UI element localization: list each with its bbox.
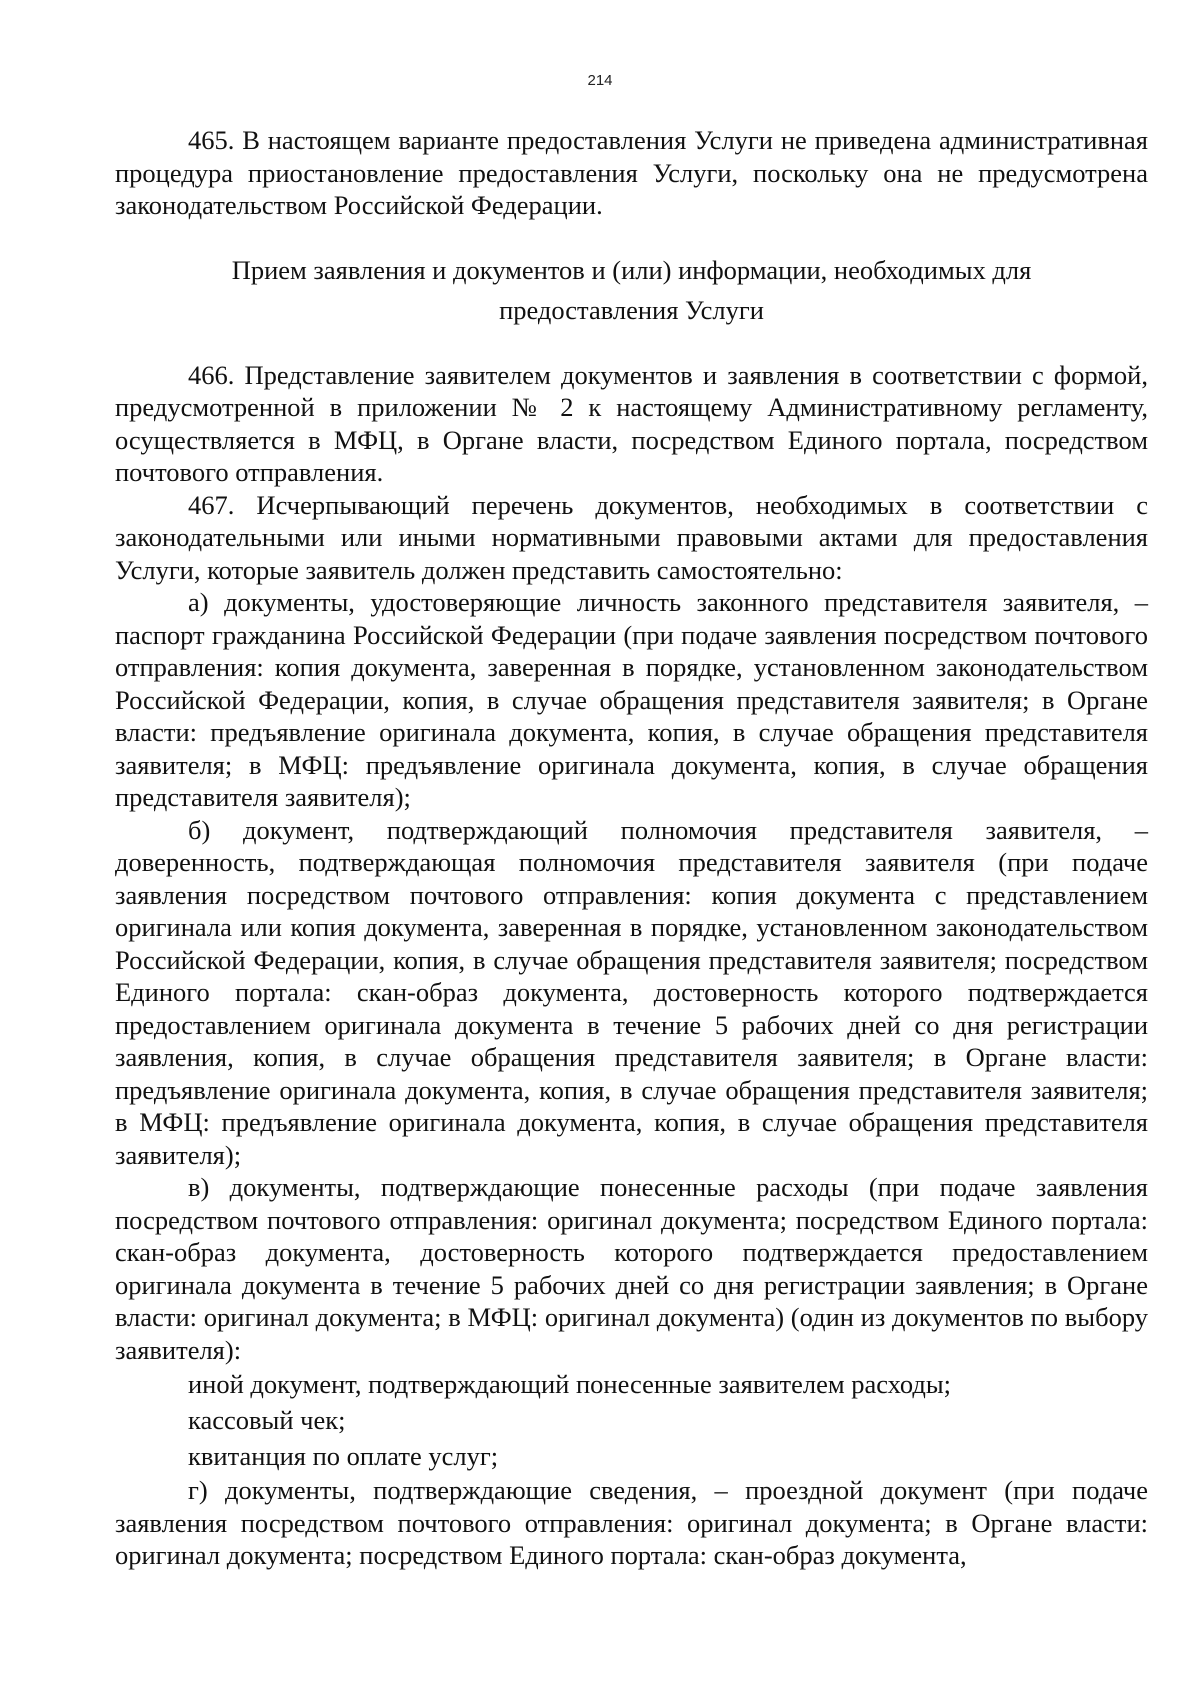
list-item-g: г) документы, подтверждающие сведения, – проездной документ (при подаче заявления посредством почтового отправления: оригинал документа; в Органе власти: оригинал документа; посредством Единого портала: скан-образ документа,	[115, 1475, 1148, 1570]
document-body	[115, 124, 1148, 1572]
sub-item-other-document: иной документ, подтверждающий понесенные заявителем расходы;	[188, 1369, 952, 1399]
sub-item-payment-receipt: квитанция по оплате услуг;	[188, 1441, 499, 1471]
page-number: 214	[587, 72, 613, 89]
paragraph-467: 467. Исчерпывающий перечень документов, необходимых в соответствии с законодательными или иными нормативными правовыми актами для предоставления Услуги, которые заявитель должен представить самостоятельно:	[115, 489, 1148, 585]
paragraph-465: 465. В настоящем варианте предоставления Услуги не приведена административная процедура приостановление предоставления Услуги, поскольку она не предусмотрена законодательством Российской Федерации.	[115, 125, 1148, 220]
list-item-b: б) документ, подтверждающий полномочия представителя заявителя, – доверенность, подтверждающая полномочия представителя заявителя (при подаче заявления посредством почтового отправления: копия документа с представлением оригинала или копия документа, заверенная в порядке, установленном законодательством Российской Федерации, копия, в случае обращения представителя заявителя; посредством Единого портала: скан-образ документа, достоверность которого подтверждается предоставлением оригинала документа в течение 5 рабочих дней со дня регистрации заявления, копия, в случае обращения представителя заявителя; в Органе власти: предъявление оригинала документа, копия, в случае обращения представителя заявителя; в МФЦ: предъявление оригинала документа, копия, в случае обращения представителя заявителя);	[115, 814, 1148, 1170]
section-heading-line-1: Прием заявления и документов и (или) информации, необходимых для	[231, 254, 1032, 285]
list-item-v: в) документы, подтверждающие понесенные расходы (при подаче заявления посредством почтового отправления: оригинал документа; посредством Единого портала: скан-образ документа, достоверность которого подтверждается предоставлением оригинала документа в течение 5 рабочих дней со дня регистрации заявления; в Органе власти: оригинал документа; в МФЦ: оригинал документа) (один из документов по выбору заявителя):	[115, 1172, 1148, 1365]
paragraph-466: 466. Представление заявителем документов и заявления в соответствии с формой, предусмотренной в приложении № 2 к настоящему Административному регламенту, осуществляется в МФЦ, в Органе власти, посредством Единого портала, посредством почтового отправления.	[115, 359, 1148, 487]
section-heading-line-2: предоставления Услуги	[499, 294, 764, 325]
list-item-a: а) документы, удостоверяющие личность законного представителя заявителя, – паспорт гражданина Российской Федерации (при подаче заявления посредством почтового отправления: копия документа, заверенная в порядке, установленном законодательством Российской Федерации, копия, в случае обращения представителя заявителя; в Органе власти: предъявление оригинала документа, копия, в случае обращения представителя заявителя; в МФЦ: предъявление оригинала документа, копия, в случае обращения представителя заявителя);	[115, 587, 1148, 812]
section-heading	[115, 250, 1148, 330]
sub-item-cash-receipt: кассовый чек;	[188, 1405, 346, 1435]
